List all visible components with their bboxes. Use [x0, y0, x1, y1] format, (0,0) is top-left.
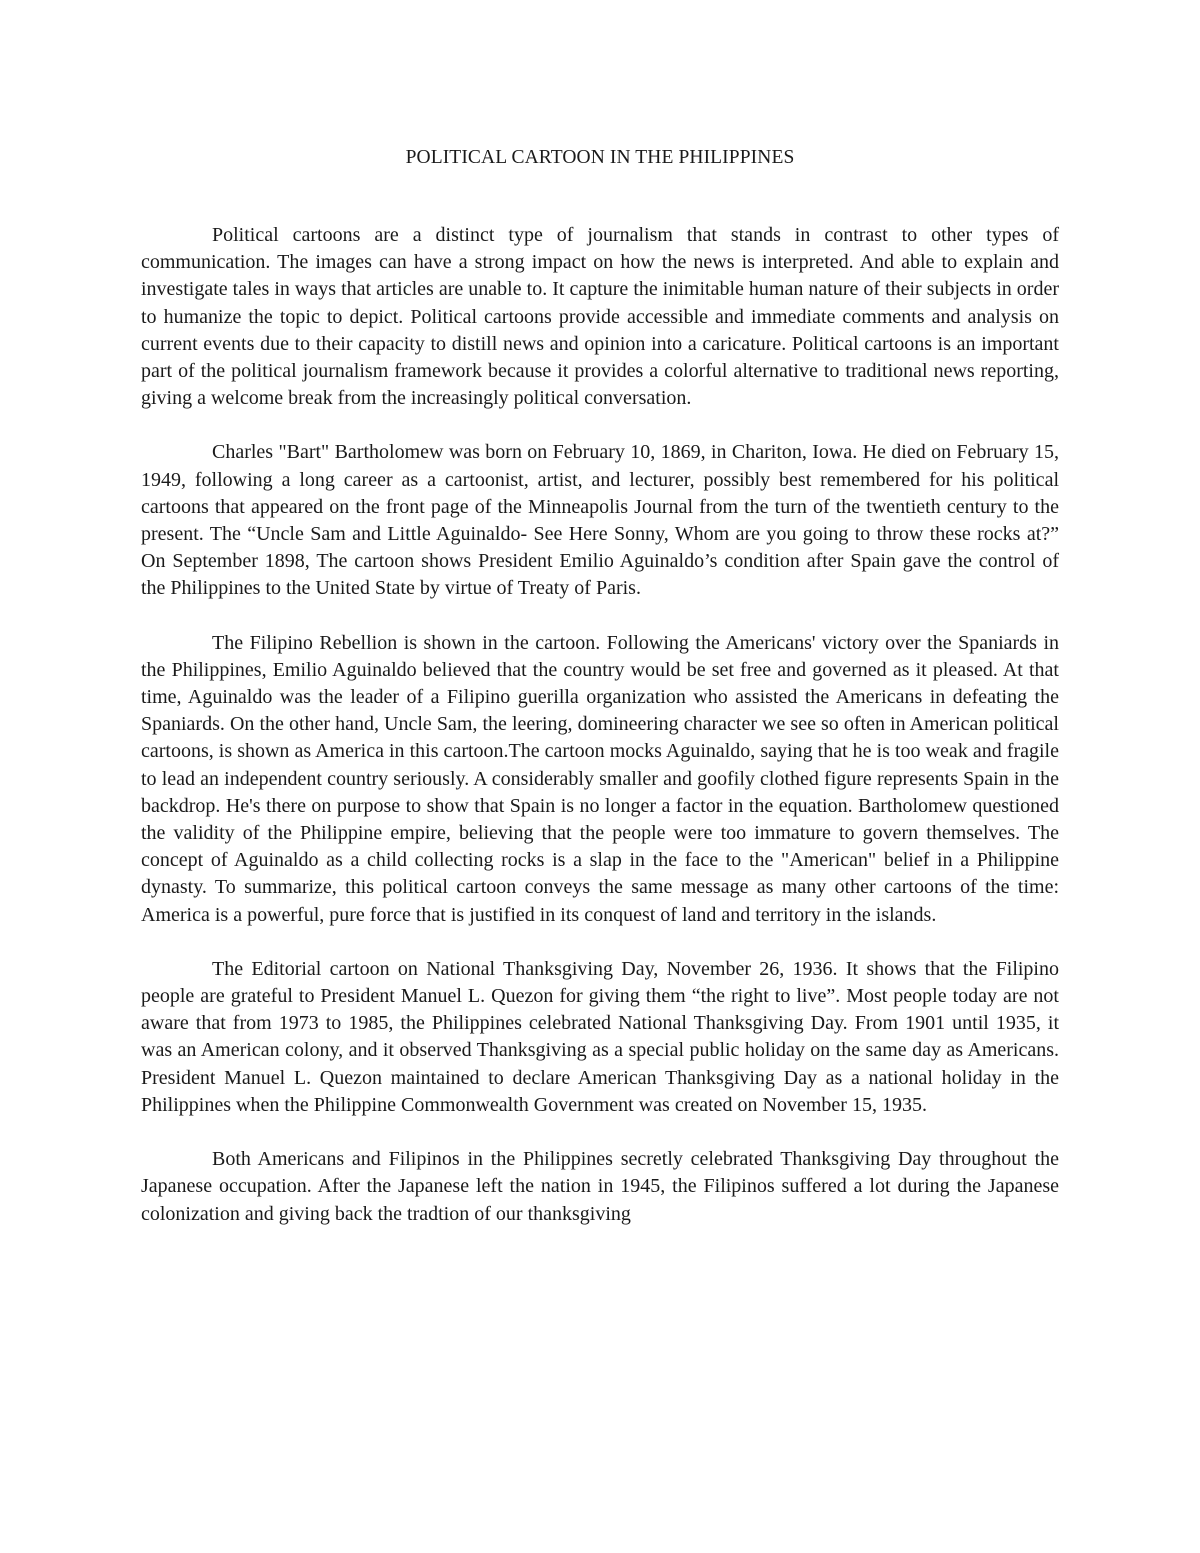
paragraph-thanksgiving-1936: The Editorial cartoon on National Thanksgiving Day, November 26, 1936. It shows that the Filipino people are grateful to President Manuel L. Quezon for giving them “the right to live”. Most people today are not aware that from 1973 to 1985, the Philippines celebrated National Thanksgiving Day. From 1901 until 1935, it was an American colony, and it observed Thanksgiving as a special public holiday on the same day as Americans. President Manuel L. Quezon maintained to declare American Thanksgiving Day as a national holiday in the Philippines when the Philippine Commonwealth Government was created on November 15, 1935.	[141, 957, 1059, 1116]
paragraph-japanese-occupation: Both Americans and Filipinos in the Philippines secretly celebrated Thanksgiving Day throughout the Japanese occupation. After the Japanese left the nation in 1945, the Filipinos suffered a lot during the Japanese colonization and giving back the tradtion of our thanksgiving	[141, 1148, 1059, 1225]
paragraph-intro: Political cartoons are a distinct type of journalism that stands in contrast to other types of communication. The images can have a strong impact on how the news is interpreted. And able to explain and investigate tales in ways that articles are unable to. It capture the inimitable human nature of their subjects in order to humanize the topic to depict. Political cartoons provide accessible and immediate comments and analysis on current events due to their capacity to distill news and opinion into a caricature. Political cartoons is an important part of the political journalism framework because it provides a colorful alternative to traditional news reporting, giving a welcome break from the increasingly political conversation.	[141, 224, 1059, 410]
document-body	[141, 222, 1059, 1255]
document-title: POLITICAL CARTOON IN THE PHILIPPINES	[405, 147, 795, 168]
paragraph-bartholomew: Charles "Bart" Bartholomew was born on February 10, 1869, in Chariton, Iowa. He died on February 15, 1949, following a long career as a cartoonist, artist, and lecturer, possibly best remembered for his political cartoons that appeared on the front page of the Minneapolis Journal from the turn of the twentieth century to the present. The “Uncle Sam and Little Aguinaldo- See Here Sonny, Whom are you going to throw these rocks at?” On September 1898, The cartoon shows President Emilio Aguinaldo’s condition after Spain gave the control of the Philippines to the United State by virtue of Treaty of Paris.	[141, 441, 1059, 600]
paragraph-filipino-rebellion: The Filipino Rebellion is shown in the cartoon. Following the Americans' victory over the Spaniards in the Philippines, Emilio Aguinaldo believed that the country would be set free and governed as it pleased. At that time, Aguinaldo was the leader of a Filipino guerilla organization who assisted the Americans in defeating the Spaniards. On the other hand, Uncle Sam, the leering, domineering character we see so often in American political cartoons, is shown as America in this cartoon.The cartoon mocks Aguinaldo, saying that he is too weak and fragile to lead an independent country seriously. A considerably smaller and goofily clothed figure represents Spain in the backdrop. He's there on purpose to show that Spain is no longer a factor in the equation. Bartholomew questioned the validity of the Philippine empire, believing that the people were too immature to govern themselves. The concept of Aguinaldo as a child collecting rocks is a slap in the face to the "American" belief in a Philippine dynasty. To summarize, this political cartoon conveys the same message as many other cartoons of the time: America is a powerful, pure force that is justified in its conquest of land and territory in the islands.	[141, 631, 1059, 926]
